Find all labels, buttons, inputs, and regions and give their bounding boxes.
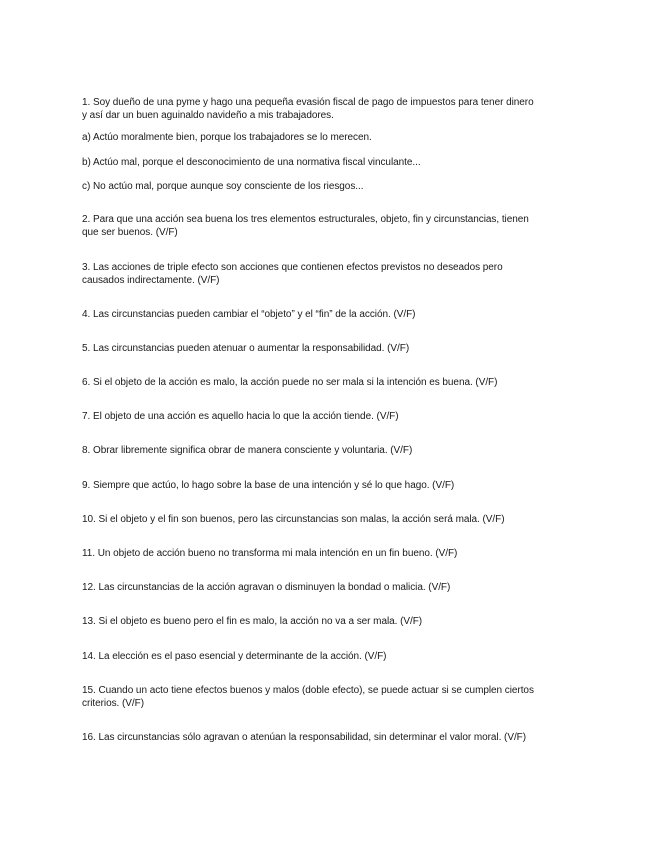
question-5: 5. Las circunstancias pueden atenuar o aumentar la responsabilidad. (V/F) — [82, 343, 410, 354]
question-13: 13. Si el objeto es bueno pero el fin es malo, la acción no va a ser mala. (V/F) — [82, 616, 423, 627]
question-14: 14. La elección es el paso esencial y determinante de la acción. (V/F) — [82, 651, 387, 662]
question-1-option-b: b) Actúo mal, porque el desconocimiento de una normativa fiscal vinculante... — [82, 157, 421, 168]
question-11: 11. Un objeto de acción bueno no transforma mi mala intención en un fin bueno. (V/F) — [82, 548, 458, 559]
question-7: 7. El objeto de una acción es aquello hacia lo que la acción tiende. (V/F) — [82, 411, 399, 422]
question-15-line-1: 15. Cuando un acto tiene efectos buenos y malos (doble efecto), se puede actuar si se cumplen ciertos — [82, 685, 534, 696]
question-9: 9. Siempre que actúo, lo hago sobre la base de una intención y sé lo que hago. (V/F) — [82, 480, 455, 491]
question-12: 12. Las circunstancias de la acción agravan o disminuyen la bondad o malicia. (V/F) — [82, 582, 451, 593]
question-3-line-1: 3. Las acciones de triple efecto son acciones que contienen efectos previstos no deseados pero — [82, 262, 503, 273]
question-8: 8. Obrar libremente significa obrar de manera consciente y voluntaria. (V/F) — [82, 445, 413, 456]
question-4: 4. Las circunstancias pueden cambiar el “objeto” y el “fin” de la acción. (V/F) — [82, 309, 416, 320]
question-2-line-1: 2. Para que una acción sea buena los tres elementos estructurales, objeto, fin y circunstancias, tienen — [82, 214, 529, 225]
question-1-line-2: y así dar un buen aguinaldo navideño a mis trabajadores. — [82, 110, 334, 121]
question-2-line-2: que ser buenos. (V/F) — [82, 227, 178, 238]
question-16: 16. Las circunstancias sólo agravan o atenúan la responsabilidad, sin determinar el valor moral. (V/F) — [82, 732, 527, 743]
question-10: 10. Si el objeto y el fin son buenos, pero las circunstancias son malas, la acción será mala. (V/F) — [82, 514, 505, 525]
question-1-line-1: 1. Soy dueño de una pyme y hago una pequeña evasión fiscal de pago de impuestos para tener dinero — [82, 97, 534, 108]
question-3-line-2: causados indirectamente. (V/F) — [82, 275, 220, 286]
question-1-option-c: c) No actúo mal, porque aunque soy consciente de los riesgos... — [82, 181, 364, 192]
question-1-option-a: a) Actúo moralmente bien, porque los trabajadores se lo merecen. — [82, 132, 372, 143]
question-15-line-2: criterios. (V/F) — [82, 698, 144, 709]
question-6: 6. Si el objeto de la acción es malo, la acción puede no ser mala si la intención es buena. (V/F) — [82, 377, 498, 388]
